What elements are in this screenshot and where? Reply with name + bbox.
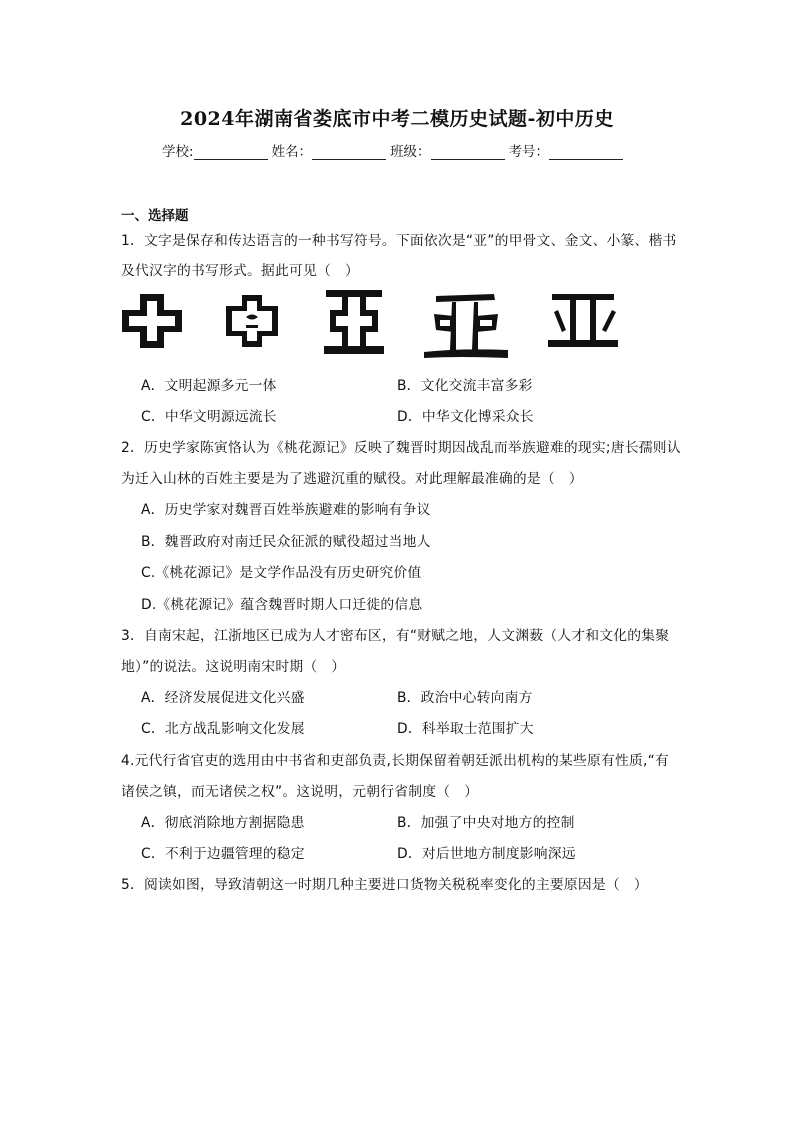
question-3-line-2: 地）”的说法。这说明南宋时期（ ）: [121, 659, 346, 675]
section-heading: 一、选择题: [121, 208, 189, 224]
question-1-line-1: 1．文字是保存和传达语言的一种书写符号。下面依次是“亚”的甲骨文、金文、小篆、楷书: [121, 233, 677, 249]
oracle-bone-ya-glyph: [118, 290, 186, 352]
question-3-option-d[interactable]: D．科举取士范围扩大: [397, 721, 534, 737]
question-2-option-a[interactable]: A．历史学家对魏晋百姓举族避难的影响有争议: [141, 502, 431, 518]
question-5-line-1: 5．阅读如图，导致清朝这一时期几种主要进口货物关税税率变化的主要原因是（ ）: [121, 877, 648, 893]
question-2-option-d[interactable]: D.《桃花源记》蕴含魏晋时期人口迁徙的信息: [141, 597, 423, 613]
seal-ya-glyph: [320, 286, 388, 356]
question-2-option-b[interactable]: B．魏晋政府对南迁民众征派的赋役超过当地人: [141, 534, 431, 550]
simplified-ya-glyph: [546, 290, 620, 350]
exam-no-blank[interactable]: [549, 145, 623, 160]
bronze-ya-glyph: [222, 292, 282, 350]
question-1-option-a[interactable]: A．文明起源多元一体: [141, 378, 277, 394]
class-blank[interactable]: [431, 145, 505, 160]
question-3-option-c[interactable]: C．北方战乱影响文化发展: [141, 721, 305, 737]
question-1-option-c[interactable]: C．中华文明源远流长: [141, 409, 277, 425]
question-4-option-a[interactable]: A．彻底消除地方割据隐患: [141, 815, 305, 831]
question-4-option-b[interactable]: B．加强了中央对地方的控制: [397, 815, 575, 831]
question-4-line-1: 4.元代行省官吏的选用由中书省和吏部负责,长期保留着朝廷派出机构的某些原有性质,“有: [121, 753, 669, 769]
student-info-row: [162, 140, 627, 160]
exam-no-label: 考号：: [508, 144, 550, 160]
question-3-option-a[interactable]: A．经济发展促进文化兴盛: [141, 690, 305, 706]
question-4-line-2: 诸侯之镇，而无诸侯之权”。这说明，元朝行省制度（ ）: [121, 784, 479, 800]
name-label: 姓名：: [271, 144, 313, 160]
question-1-option-b[interactable]: B．文化交流丰富多彩: [397, 378, 533, 394]
name-blank[interactable]: [312, 145, 386, 160]
question-3-line-1: 3．自南宋起，江浙地区已成为人才密布区，有“财赋之地，人文渊薮（人才和文化的集聚: [121, 628, 670, 644]
school-label: 学校:: [162, 144, 194, 160]
question-2-line-1: 2．历史学家陈寅恪认为《桃花源记》反映了魏晋时期因战乱而举族避难的现实;唐长孺则认: [121, 440, 681, 456]
page-title: 2024年湖南省娄底市中考二模历史试题-初中历史: [180, 108, 614, 130]
question-4-option-d[interactable]: D．对后世地方制度影响深远: [397, 846, 576, 862]
question-1-option-d[interactable]: D．中华文化博采众长: [397, 409, 534, 425]
question-4-option-c[interactable]: C．不利于边疆管理的稳定: [141, 846, 305, 862]
question-2-line-2: 为迁入山林的百姓主要是为了逃避沉重的赋役。对此理解最准确的是（ ）: [121, 471, 583, 487]
question-1-line-2: 及代汉字的书写形式。据此可见（ ）: [121, 263, 359, 279]
ya-character-evolution-image: [118, 282, 628, 362]
question-3-option-b[interactable]: B．政治中心转向南方: [397, 690, 533, 706]
regular-script-ya-glyph: [420, 288, 510, 360]
school-blank[interactable]: [194, 145, 268, 160]
class-label: 班级：: [390, 144, 431, 160]
question-2-option-c[interactable]: C.《桃花源记》是文学作品没有历史研究价值: [141, 565, 422, 581]
